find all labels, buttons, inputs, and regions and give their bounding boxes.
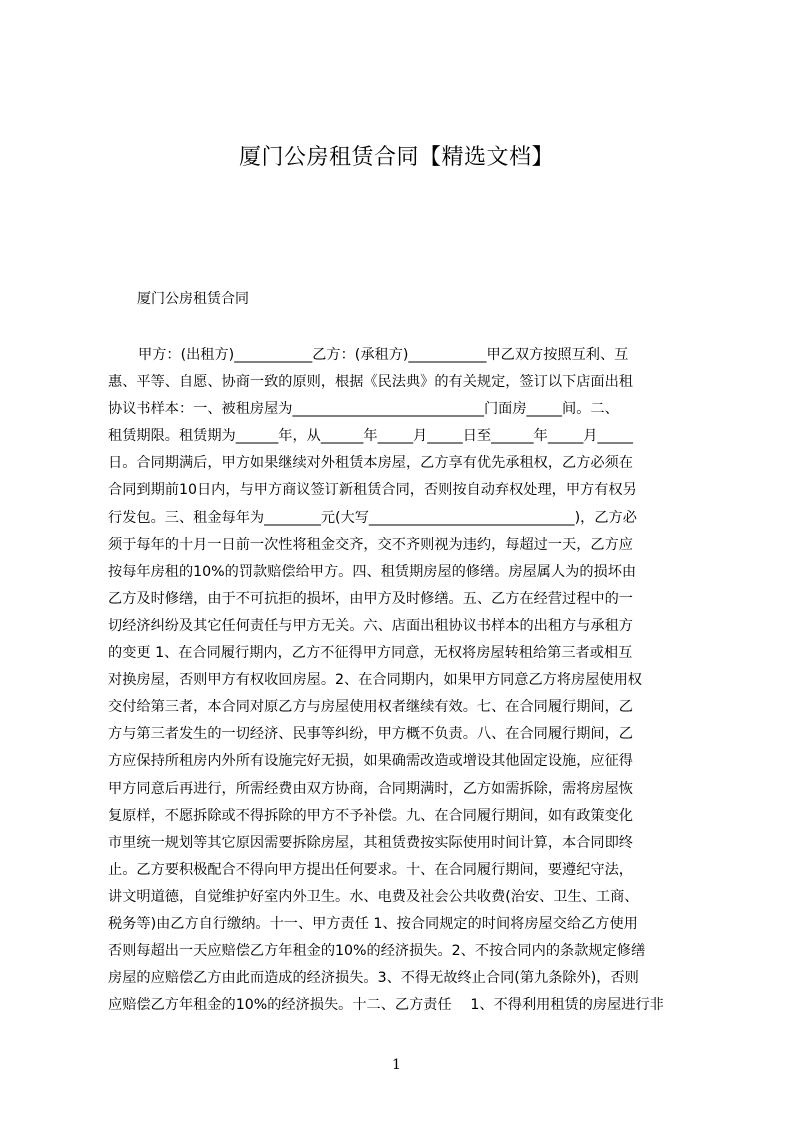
body-line: 甲方同意后再进行，所需经费由双方协商，合同期满时，乙方如需拆除，需将房屋恢 [108,780,633,797]
body-line: 止。乙方要积极配合不得向甲方提出任何要求。十、在合同履行期间，要遵纪守法， [108,861,633,878]
body-line: 行发包。三、租金每年为________元(大写_____________________________)，乙方必 [108,509,637,526]
document-title: 厦门公房租赁合同【精选文档】 [238,145,554,170]
body-line: 的变更 1、在合同履行期内，乙方不征得甲方同意，无权将房屋转租给第三者或相互 [108,645,633,662]
body-line: 方与第三者发生的一切经济、民事等纠纷，甲方概不负责。八、在合同履行期间，乙 [108,726,633,743]
body-line: 协议书样本：一、被租房屋为___________________________门面房_____间。二、 [108,401,619,418]
body-line: 乙方及时修缮，由于不可抗拒的损坏，由甲方及时修缮。五、乙方在经营过程中的一 [108,590,633,607]
body-line: 否则每超出一天应赔偿乙方年租金的10%的经济损失。2、不按合同内的条款规定修缮 [108,943,646,960]
body-line: 市里统一规划等其它原因需要拆除房屋，其租赁费按实际使用时间计算，本合同即终 [108,834,633,851]
body-line: 日。合同期满后，甲方如果继续对外租赁本房屋，乙方享有优先承租权，乙方必须在 [108,455,633,472]
body-line: 方应保持所租房内外所有设施完好无损，如果确需改造或增设其他固定设施，应征得 [108,753,633,770]
body-line: 交付给第三者，本合同对原乙方与房屋使用权者继续有效。七、在合同履行期间，乙 [108,699,633,716]
body-line: 应赔偿乙方年租金的10%的经济损失。十二、乙方责任 1、不得利用租赁的房屋进行非 [108,997,664,1014]
body-line: 须于每年的十月一日前一次性将租金交齐，交不齐则视为违约，每超过一天，乙方应 [108,536,633,553]
contract-body [108,342,699,1019]
body-line: 甲方：(出租方)___________乙方：(承租方)___________甲乙双方按照互利、互 [138,347,629,363]
body-line: 切经济纠纷及其它任何责任与甲方无关。六、店面出租协议书样本的出租方与承租方 [108,617,633,634]
body-line: 租赁期限。租赁期为______年，从______年_____月_____日至______年_____月_____ [108,428,633,445]
body-line: 复原样，不愿拆除或不得拆除的甲方不予补偿。九、在合同履行期间，如有政策变化 [108,807,633,824]
body-line: 税务等)由乙方自行缴纳。十一、甲方责任 1、按合同规定的时间将房屋交给乙方使用 [108,915,638,932]
document-subtitle: 厦门公房租赁合同 [137,291,249,307]
body-line: 合同到期前10日内，与甲方商议签订新租赁合同，否则按自动弃权处理，甲方有权另 [108,482,637,499]
body-line: 按每年房租的10%的罚款赔偿给甲方。四、租赁期房屋的修缮。房屋属人为的损坏由 [108,563,637,580]
body-line: 讲文明道德，自觉维护好室内外卫生。水、电费及社会公共收费(治安、卫生、工商、 [108,888,639,905]
body-line: 对换房屋，否则甲方有权收回房屋。2、在合同期内，如果甲方同意乙方将房屋使用权 [108,672,642,689]
page-number: 1 [392,1057,401,1073]
body-line: 惠、平等、自愿、协商一致的原则，根据《民法典》的有关规定，签订以下店面出租 [108,374,633,391]
body-line: 房屋的应赔偿乙方由此而造成的经济损失。3、不得无故终止合同(第九条除外)，否则 [108,970,639,987]
